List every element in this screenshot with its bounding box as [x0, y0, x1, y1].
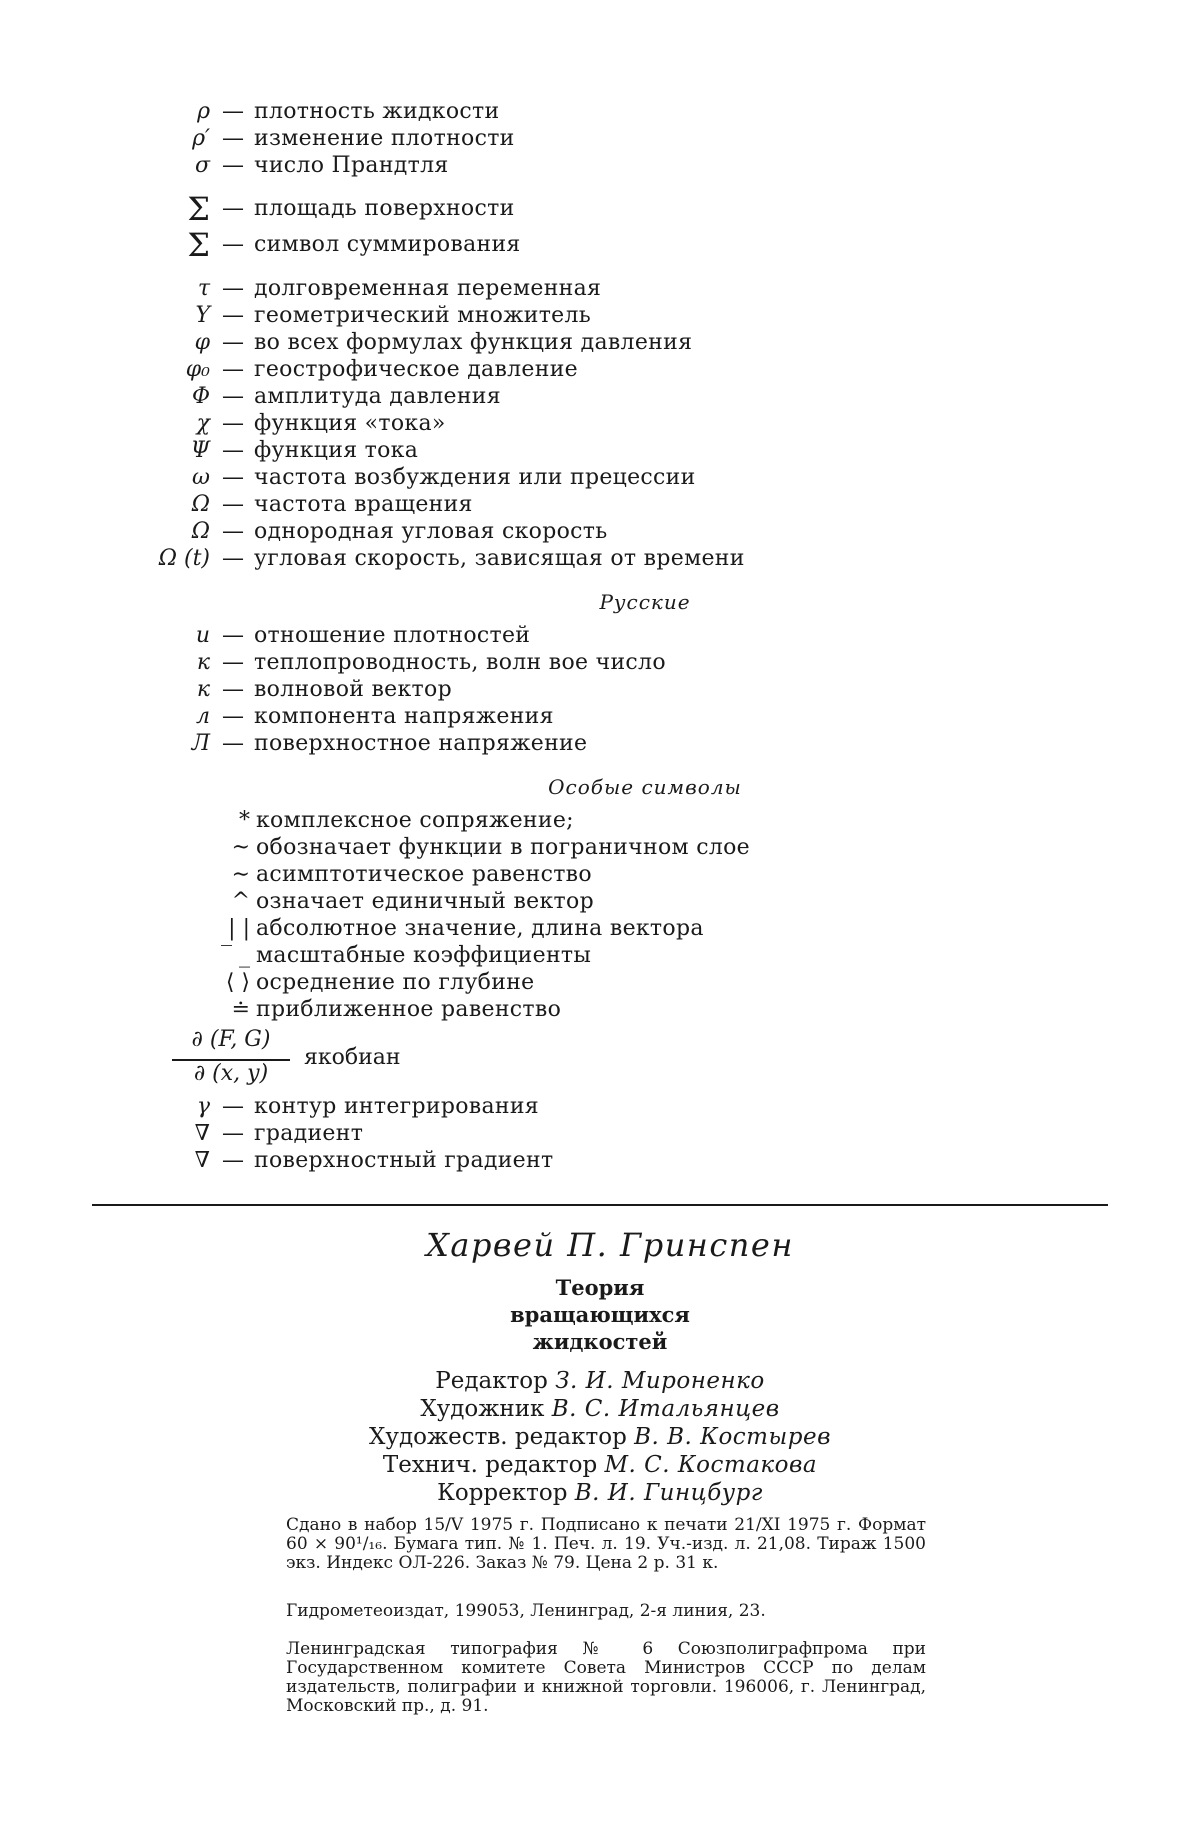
- symbol-row: [0, 649, 1200, 676]
- dash: —: [222, 126, 244, 151]
- dash: —: [222, 99, 244, 124]
- symbol: Υ: [195, 303, 210, 328]
- symbol-row: [0, 915, 1200, 942]
- dash: —: [222, 677, 244, 702]
- imprint-text: Сдано в набор 15/V 1975 г. Подписано к печати 21/XI 1975 г. Формат 60 × 90¹/₁₆. Бумага тип. № 1. Печ. л. 19. Уч.-изд. л. 21,08. Тираж 1500 экз. Индекс ОЛ-226. Заказ № 79. Цена 2 р. 31 к.: [286, 1515, 926, 1573]
- credit-name: З. И. Мироненко: [555, 1368, 765, 1394]
- symbol: ρ′: [192, 126, 210, 151]
- symbol-row: [0, 676, 1200, 703]
- symbol: ω: [192, 465, 210, 490]
- symbol-description: абсолютное значение, длина вектора: [256, 916, 704, 941]
- symbol-description: долговременная переменная: [254, 276, 602, 301]
- jacobian-entry: [0, 1027, 1200, 1093]
- symbol-row: [0, 807, 1200, 834]
- symbol-description: осреднение по глубине: [256, 970, 535, 995]
- credit-name: В. И. Гинцбург: [574, 1480, 763, 1506]
- symbol-row: [0, 383, 1200, 410]
- symbol-row: [0, 1147, 1200, 1174]
- symbol-row: [0, 437, 1200, 464]
- symbol-description: отношение плотностей: [254, 623, 531, 648]
- special-symbols-tail: [0, 1093, 1200, 1174]
- credits: [0, 1367, 1200, 1507]
- imprint-text: Гидрометеоиздат, 199053, Ленинград, 2-я линия, 23.: [286, 1601, 766, 1621]
- symbol-row: [0, 861, 1200, 888]
- symbol-row: [0, 703, 1200, 730]
- divider: [92, 1204, 1108, 1206]
- dash: —: [222, 196, 244, 221]
- dash: —: [222, 623, 244, 648]
- credit-line: [0, 1367, 1200, 1395]
- symbol-row: [0, 545, 1200, 572]
- symbol: Σ: [187, 190, 210, 228]
- symbol-description: геострофическое давление: [254, 357, 578, 382]
- dash: —: [222, 519, 244, 544]
- symbol-description: поверхностный градиент: [254, 1148, 554, 1173]
- symbol-description: теплопроводность, волн вое число: [254, 650, 666, 675]
- symbol-description: плотность жидкости: [254, 99, 500, 124]
- dash: —: [222, 330, 244, 355]
- symbol: к: [196, 677, 210, 702]
- imprint-print-data: [286, 1516, 926, 1573]
- dash: —: [222, 303, 244, 328]
- symbol: ≐: [231, 997, 250, 1022]
- dash: —: [222, 650, 244, 675]
- symbol-row: [0, 98, 1200, 125]
- symbol: ⟨ ⟩: [225, 970, 250, 995]
- symbol-row: [0, 518, 1200, 545]
- symbol-description: масштабные коэффициенты: [256, 943, 592, 968]
- symbol-description: контур интегрирования: [254, 1094, 539, 1119]
- book-title-line: вращающихся: [510, 1302, 690, 1327]
- dash: —: [222, 1094, 244, 1119]
- symbol: Φ: [191, 384, 210, 409]
- russian-symbols: [0, 622, 1200, 757]
- symbol: ^: [231, 889, 250, 914]
- symbol: и: [195, 623, 210, 648]
- symbol-description: волновой вектор: [254, 677, 452, 702]
- symbol-row: [0, 275, 1200, 302]
- section-title-special: Особые символы: [548, 775, 742, 799]
- symbol: ρ: [197, 99, 210, 124]
- symbol-row: [0, 227, 1200, 263]
- symbol-row: [0, 302, 1200, 329]
- credit-line: [0, 1451, 1200, 1479]
- dash: —: [222, 276, 244, 301]
- symbol: Ω: [191, 492, 210, 517]
- symbol-description: число Прандтля: [254, 153, 449, 178]
- symbol: ∇: [194, 1121, 210, 1146]
- symbol: φ: [194, 330, 210, 355]
- symbol: γ: [196, 1094, 210, 1119]
- symbol: | |: [228, 916, 250, 941]
- imprint-publisher: [286, 1602, 926, 1621]
- credit-line: [0, 1395, 1200, 1423]
- symbol-description: градиент: [254, 1121, 364, 1146]
- credit-name: В. С. Итальянцев: [551, 1396, 780, 1422]
- dash: —: [222, 1148, 244, 1173]
- symbol: Ψ: [190, 438, 210, 463]
- symbol-row: [0, 152, 1200, 179]
- section-title-russian: Русские: [599, 590, 691, 614]
- symbol-description: комплексное сопряжение;: [256, 808, 574, 833]
- symbol-description: однородная угловая скорость: [254, 519, 608, 544]
- dash: —: [222, 704, 244, 729]
- symbol-description: обозначает функции в пограничном слое: [256, 835, 750, 860]
- symbol-row: [0, 125, 1200, 152]
- dash: —: [222, 411, 244, 436]
- jacobian-numerator: ∂ (F, G): [191, 1027, 271, 1052]
- dash: —: [222, 546, 244, 571]
- credit-line: [0, 1479, 1200, 1507]
- dash: —: [222, 1121, 244, 1146]
- book-title: [0, 1274, 1200, 1355]
- symbol: к: [196, 650, 210, 675]
- symbol: Σ: [187, 226, 210, 264]
- symbol-row: [0, 1093, 1200, 1120]
- credit-role: Технич. редактор: [382, 1452, 598, 1478]
- credit-role: Художеств. редактор: [369, 1424, 627, 1450]
- dash: —: [222, 465, 244, 490]
- dash: —: [222, 438, 244, 463]
- symbol-row: [0, 996, 1200, 1023]
- symbol-row: [0, 834, 1200, 861]
- symbol-description: поверхностное напряжение: [254, 731, 588, 756]
- symbol-row: [0, 464, 1200, 491]
- symbol: φ₀: [185, 357, 210, 382]
- dash: —: [222, 153, 244, 178]
- symbol: τ: [197, 276, 210, 301]
- symbol-description: площадь поверхности: [254, 196, 515, 221]
- credit-role: Художник: [420, 1396, 545, 1422]
- symbol-description: символ суммирования: [254, 232, 521, 257]
- symbol-description: приближенное равенство: [256, 997, 562, 1022]
- symbol-description: означает единичный вектор: [256, 889, 594, 914]
- symbol: *: [239, 808, 250, 833]
- credit-name: М. С. Костакова: [604, 1452, 818, 1478]
- symbol-row: [0, 356, 1200, 383]
- symbol: Ω: [191, 519, 210, 544]
- symbol-description: компонента напряжения: [254, 704, 554, 729]
- credit-role: Корректор: [437, 1480, 568, 1506]
- symbol: σ: [194, 153, 210, 178]
- symbol: Л: [191, 731, 210, 756]
- symbol-list: [0, 98, 1200, 1174]
- symbol: ∼: [231, 862, 250, 887]
- dash: —: [222, 492, 244, 517]
- dash: —: [222, 731, 244, 756]
- symbol: Ω (t): [158, 546, 210, 571]
- special-symbols: [0, 807, 1200, 1023]
- symbol-row: [0, 942, 1200, 969]
- symbol: χ: [196, 411, 210, 436]
- dash: —: [222, 384, 244, 409]
- credit-line: [0, 1423, 1200, 1451]
- credit-role: Редактор: [435, 1368, 548, 1394]
- symbol: ~: [231, 835, 250, 860]
- symbol-description: асимптотическое равенство: [256, 862, 592, 887]
- imprint-text: Ленинградская типография № 6 Союзполиграфпрома при Государственном комитете Совета Министров СССР по делам издательств, полиграфии и книжной торговли. 196006, г. Ленинград, Московский пр., д. 91.: [286, 1639, 926, 1716]
- symbol-row: [0, 491, 1200, 518]
- imprint-printer: [286, 1640, 926, 1716]
- symbol-row: [0, 1120, 1200, 1147]
- symbol-row: [0, 969, 1200, 996]
- symbol-description: функция тока: [254, 438, 419, 463]
- book-title-line: Теория: [555, 1275, 645, 1300]
- symbol-description: частота возбуждения или прецессии: [254, 465, 696, 490]
- book-title-line: жидкостей: [532, 1329, 668, 1354]
- symbol-description: изменение плотности: [254, 126, 515, 151]
- symbol-row: [0, 191, 1200, 227]
- symbol-row: [0, 410, 1200, 437]
- symbol-description: геометрический множитель: [254, 303, 592, 328]
- symbol-description: частота вращения: [254, 492, 473, 517]
- symbol: ‾ _: [221, 943, 250, 968]
- jacobian-denominator: ∂ (x, y): [193, 1061, 269, 1086]
- dash: —: [222, 232, 244, 257]
- symbol-description: амплитуда давления: [254, 384, 501, 409]
- dash: —: [222, 357, 244, 382]
- author: Харвей П. Гринспен: [426, 1226, 794, 1264]
- symbol-row: [0, 730, 1200, 757]
- credit-name: В. В. Костырев: [634, 1424, 831, 1450]
- symbol: л: [195, 704, 210, 729]
- symbol-description: угловая скорость, зависящая от времени: [254, 546, 745, 571]
- colophon: [0, 1226, 1200, 1507]
- jacobian-text: якобиан: [304, 1045, 401, 1070]
- symbol-row: [0, 329, 1200, 356]
- symbol-description: во всех формулах функция давления: [254, 330, 693, 355]
- symbol-description: функция «тока»: [254, 411, 446, 436]
- symbol: ∇: [194, 1148, 210, 1173]
- symbol-row: [0, 888, 1200, 915]
- greek-symbols: [0, 98, 1200, 572]
- symbol-row: [0, 622, 1200, 649]
